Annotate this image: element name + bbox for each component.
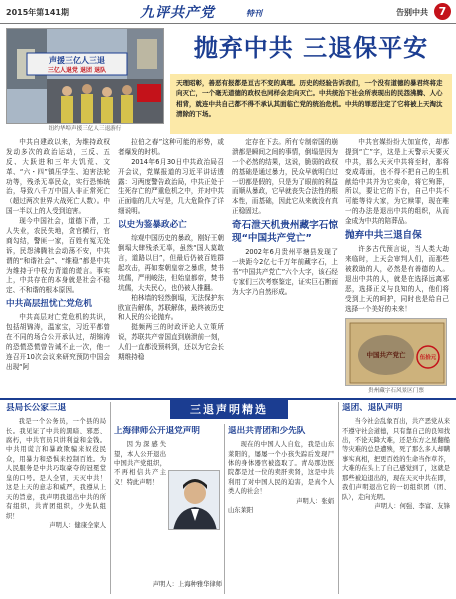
main-headline: 抛弃中共 三退保平安 (193, 34, 429, 62)
article-column-4 (345, 138, 449, 316)
portrait-illustration (169, 471, 220, 530)
column-1-paragraph: 中共高层对亡党危机的共识，包括胡锦涛，温家宝，习近平都曾在不同的场合公开承认过，胡锦涛的恐慌恐慌曾告诫不止一次，他一连召开10次会议来研究预防中国会出现“阿 (6, 313, 110, 371)
scenic-ticket-image (345, 318, 447, 386)
column-2-paragraph: 挺频两三的时政评论人立策所说，苏联共产帝国直到崩溃前一刻，人们一直都没预料到，还以为它会长期维持稳 (118, 323, 224, 361)
parade-photo-illustration (7, 29, 164, 124)
photo-banner-line1: 声援三亿人三退 (49, 56, 105, 65)
subheading-history-lesson: 以史为鉴暴政必亡 (118, 220, 187, 231)
statement-signature: 声明人：上海种雅华律师 (152, 581, 222, 588)
statement-title: 县局长公家三退 (6, 403, 67, 413)
statement-title: 退出共青团和少先队 (228, 426, 306, 436)
statement-body: 因为深感失望，本人公开退出中国共产党组织，不再相信共产主义！特此声明！ (114, 441, 166, 486)
section-name: 告别中共 (396, 8, 428, 17)
article-column-2 (118, 138, 224, 394)
column-2-paragraph: 综观中国历史的暴政，刚好王朝倒塌大肆残杀无辜，虽然“国人莫敢言，道路以目”，但最后仍被百姓群起攻击，再如秦朝皇帝之暴虐，焚书坑儒，严刑峻法，但始皇都帝，焚书坑儒，大夫民心，也仍被人推翻。 (118, 234, 224, 292)
statement-title: 退团、退队声明 (342, 403, 403, 413)
subheading-quit-party: 抛弃中共三退自保 (345, 230, 422, 242)
statement-signature: 声明人：张娟 (296, 497, 334, 505)
column-divider (224, 424, 225, 594)
statement-location: 山东莱阳 (228, 507, 254, 515)
column-3-paragraph: 定存在下去。所有专制帝国的崩溃都是瞬间之间的事情，倒塌是因为一个必然的结果，这说，脆弱的政权的基础是通过暴力，民众早就明白过一切都是假的，只是为了眼前的利益而顺从暴政，它早就丧失合法性的根本性，而基础，因此它从来就没有真正稳固过。 (232, 138, 338, 216)
lead-paragraph: 天理昭彰，善恶有报都是亘古不变的真理。历史的经验告诉我们，一个没有道德的暴君终将走向灭亡，一个毫无道德的政权也同样会走向灭亡。中共统治下社会所表现出的民怨沸腾、人心相背，就连中共自己都不得不承认其面临亡党的统治危机。中共的罪恶注定了它将被上天淘汰清除的下场。 (170, 74, 452, 134)
column-4-paragraph: 许多古代预言说，当人类大劫来临时，上天会审判人们，而那些被救助的人，必然是有善德的人。退出中共的人，就是在选择远离邪恶，选择正义与良知的人，他们将受到上天的呵护，同时也是给自己选择一个美好的未来！ (345, 245, 449, 313)
column-1-paragraph: 现今中国社会，道德下滑，工人失业，农民失地，贪官横行，官商勾结，警匪一家，百姓有冤无处诉，民怨沸腾社会动荡不安，中共谓的“和谐社会”、“维稳”都是中共为维持于中权力背道的谎言。事实上，中共存在的本身就是社会不稳定、不和谐的根本原因。 (6, 217, 110, 295)
column-3-paragraph: 2002年6月贵州平塘县发现了一块距今2亿七千万年前藏字石，上书“中国共产党亡”六个大字，该石经专家们三次考察鉴定，证实巨石断面为大字乃自然形成。 (232, 248, 338, 296)
ticket-illustration (346, 319, 447, 386)
special-edition-label: 特刊 (246, 9, 262, 18)
column-divider (338, 402, 339, 594)
column-2-paragraph: 拉伯之春”这种可能的形势，或者爆发的时机。 (118, 138, 224, 156)
statement-league-pioneer-quit (342, 403, 450, 595)
column-1-paragraph: 中共自建政以来，为维持政权发动多次的政治运动，三反、五反、大跃进和三年大饥荒、文革、“六・四”镇压学生、迫害法轮功等，残杀无辜民众，实行恐怖统治，导致八千万中国人非正常死亡（超过两次世界大战死亡人数）。中国一半以上的人受到迫害。 (6, 138, 110, 216)
page-header (0, 0, 456, 24)
statement-body: 当今社会乱象百出，共产恶党从来不遵守社会道德，只有靠自己的良知找出，不论天降大难，还是东方之星翻船等灾难的总是遭殃，死了那么多人却瞒事实真相，把更百姓的生命当作草芥，大难的在头上了自己感觉到了，这就是那些被迫退出的，现在天灭中共在即，我们声明退出它的一切组织团（团、队），走向光明。 (342, 418, 450, 501)
lawyer-signature-line (114, 580, 222, 594)
article-column-3 (232, 138, 338, 394)
article-column-1 (6, 138, 110, 394)
statements-banner: 三退声明精选 (170, 400, 288, 419)
statement-league-quit (228, 426, 334, 594)
statement-signature: 声明人：何强、李富、友锋 (374, 503, 450, 511)
statement-signature: 声明人：健康全家人 (49, 521, 106, 529)
column-divider (110, 402, 111, 594)
statement-title: 上海律师公开退党声明 (114, 426, 200, 436)
photo-banner-line2: 三亿人退党 退团 退队 (47, 67, 107, 74)
ticket-price-stamp: 伍拾元 (419, 355, 437, 361)
subheading-collapse-crisis: 中共高层扭忧亡党危机 (6, 299, 92, 310)
column-2-paragraph: 柏林墙的轻然倒塌，无法保护东欧宣告解体，苏联解体，最终被历史和人民的公论抛弃。 (118, 293, 224, 322)
statement-body: 现在的中国人人自危，我是山东莱阳的，屡屡一个小孩失踪后发现尸体的身体器官被盗取了。青岛那边医院都是过一位的卖肝卖肾，这是中共利用了对中国人民的迫害，是真个人类人的社会！ (228, 441, 334, 496)
stone-inscription: 中国共产党亡 (366, 351, 406, 359)
column-2-paragraph: 2014年6月30日中共政治局召开会议，党媒报道的习近平讲话透露：习两度警告政治局，中共正处于生死存亡的严重危机之中，并对中共正面临的几大写是，几大危险作了详细说明。 (118, 157, 224, 216)
page-number-badge: 7 (434, 3, 451, 20)
column-4-paragraph: 中共官媒纷纷大加宣传，却都提到“亡”字，这是上天警示天要灭中共，那么天灭中共将至时，那将变成毒面，也不得不把自己的生机献给中共并为它卖命，将它殉葬，所以，要让它的下台，自己中共不可能等待大家，为它赎罪，现在唯一的办法是退出中共的组织，从而金成为中共的陪葬品。 (345, 138, 449, 226)
subheading-hidden-stone: 奇石泄天机贵州藏字石惊现“中国共产党亡” (232, 220, 338, 244)
publication-title: 九评共产党 (140, 5, 215, 21)
statement-body: 我是一个公务员，一个县的局长。我见证了中共的黑暗、邪恶、腐朽，中共官员只讲利益和金钱。中共用谎言和暴政欺骗来奴役民众，用暴力和恐惧来控制百姓。为人民服务是中共巧取豪夺的冠冕堂皇的口号。是人全冒，天灭中共！这是上天的意志和威严，我遵从上天的旨意，我声明我退出中共的所有组织，共青团组织，少先队组织！ (6, 418, 106, 520)
issue-number: 2015年第141期 (6, 8, 69, 17)
parade-photo (6, 28, 164, 124)
statement-county-official (6, 403, 106, 595)
photo-caption: 纽约华埠声援三亿人三退游行 (48, 126, 122, 132)
ticket-caption: 贵州藏字石风景区门票 (368, 388, 424, 394)
lawyer-portrait (168, 470, 220, 530)
